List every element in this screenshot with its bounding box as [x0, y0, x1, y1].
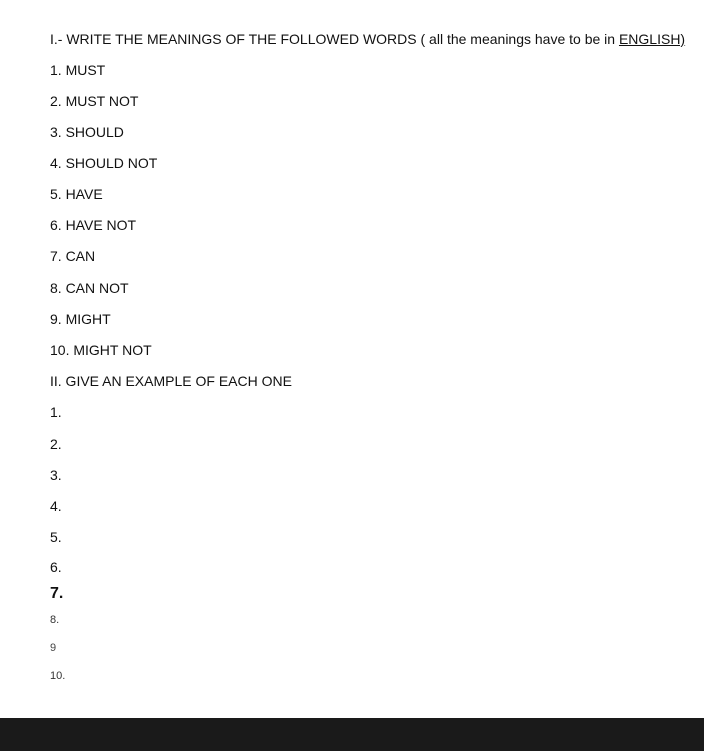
section2-item: 4. [50, 498, 62, 514]
section1-item: 10. MIGHT NOT [50, 342, 152, 358]
section2-item: 8. [50, 614, 60, 626]
section1-item: 8. CAN NOT [50, 280, 129, 296]
section1-item: 7. CAN [50, 248, 96, 264]
bottom-dark-bar [0, 718, 704, 751]
section2-item: 1. [50, 404, 62, 420]
section2-item: 5. [50, 529, 62, 545]
section2-item: 2. [50, 436, 62, 452]
section1-heading [50, 30, 685, 48]
section2-item: 6. [50, 559, 62, 575]
section1-item: 1. MUST [50, 62, 106, 78]
section2-heading: II. GIVE AN EXAMPLE OF EACH ONE [50, 373, 292, 389]
section1-heading-text: I.- WRITE THE MEANINGS OF THE FOLLOWED WORDS ( all the meanings have to be in [50, 31, 619, 47]
section1-item: 9. MIGHT [50, 311, 111, 327]
section1-item: 5. HAVE [50, 186, 103, 202]
section2-item: 10. [50, 670, 66, 682]
section1-item: 4. SHOULD NOT [50, 155, 158, 171]
section1-item: 2. MUST NOT [50, 93, 139, 109]
section1-item: 6. HAVE NOT [50, 217, 137, 233]
section1-item: 3. SHOULD [50, 124, 124, 140]
section2-item: 9 [50, 642, 57, 654]
section1-heading-english: ENGLISH) [618, 31, 686, 47]
section2-item: 3. [50, 467, 62, 483]
section2-item: 7. [50, 585, 64, 602]
